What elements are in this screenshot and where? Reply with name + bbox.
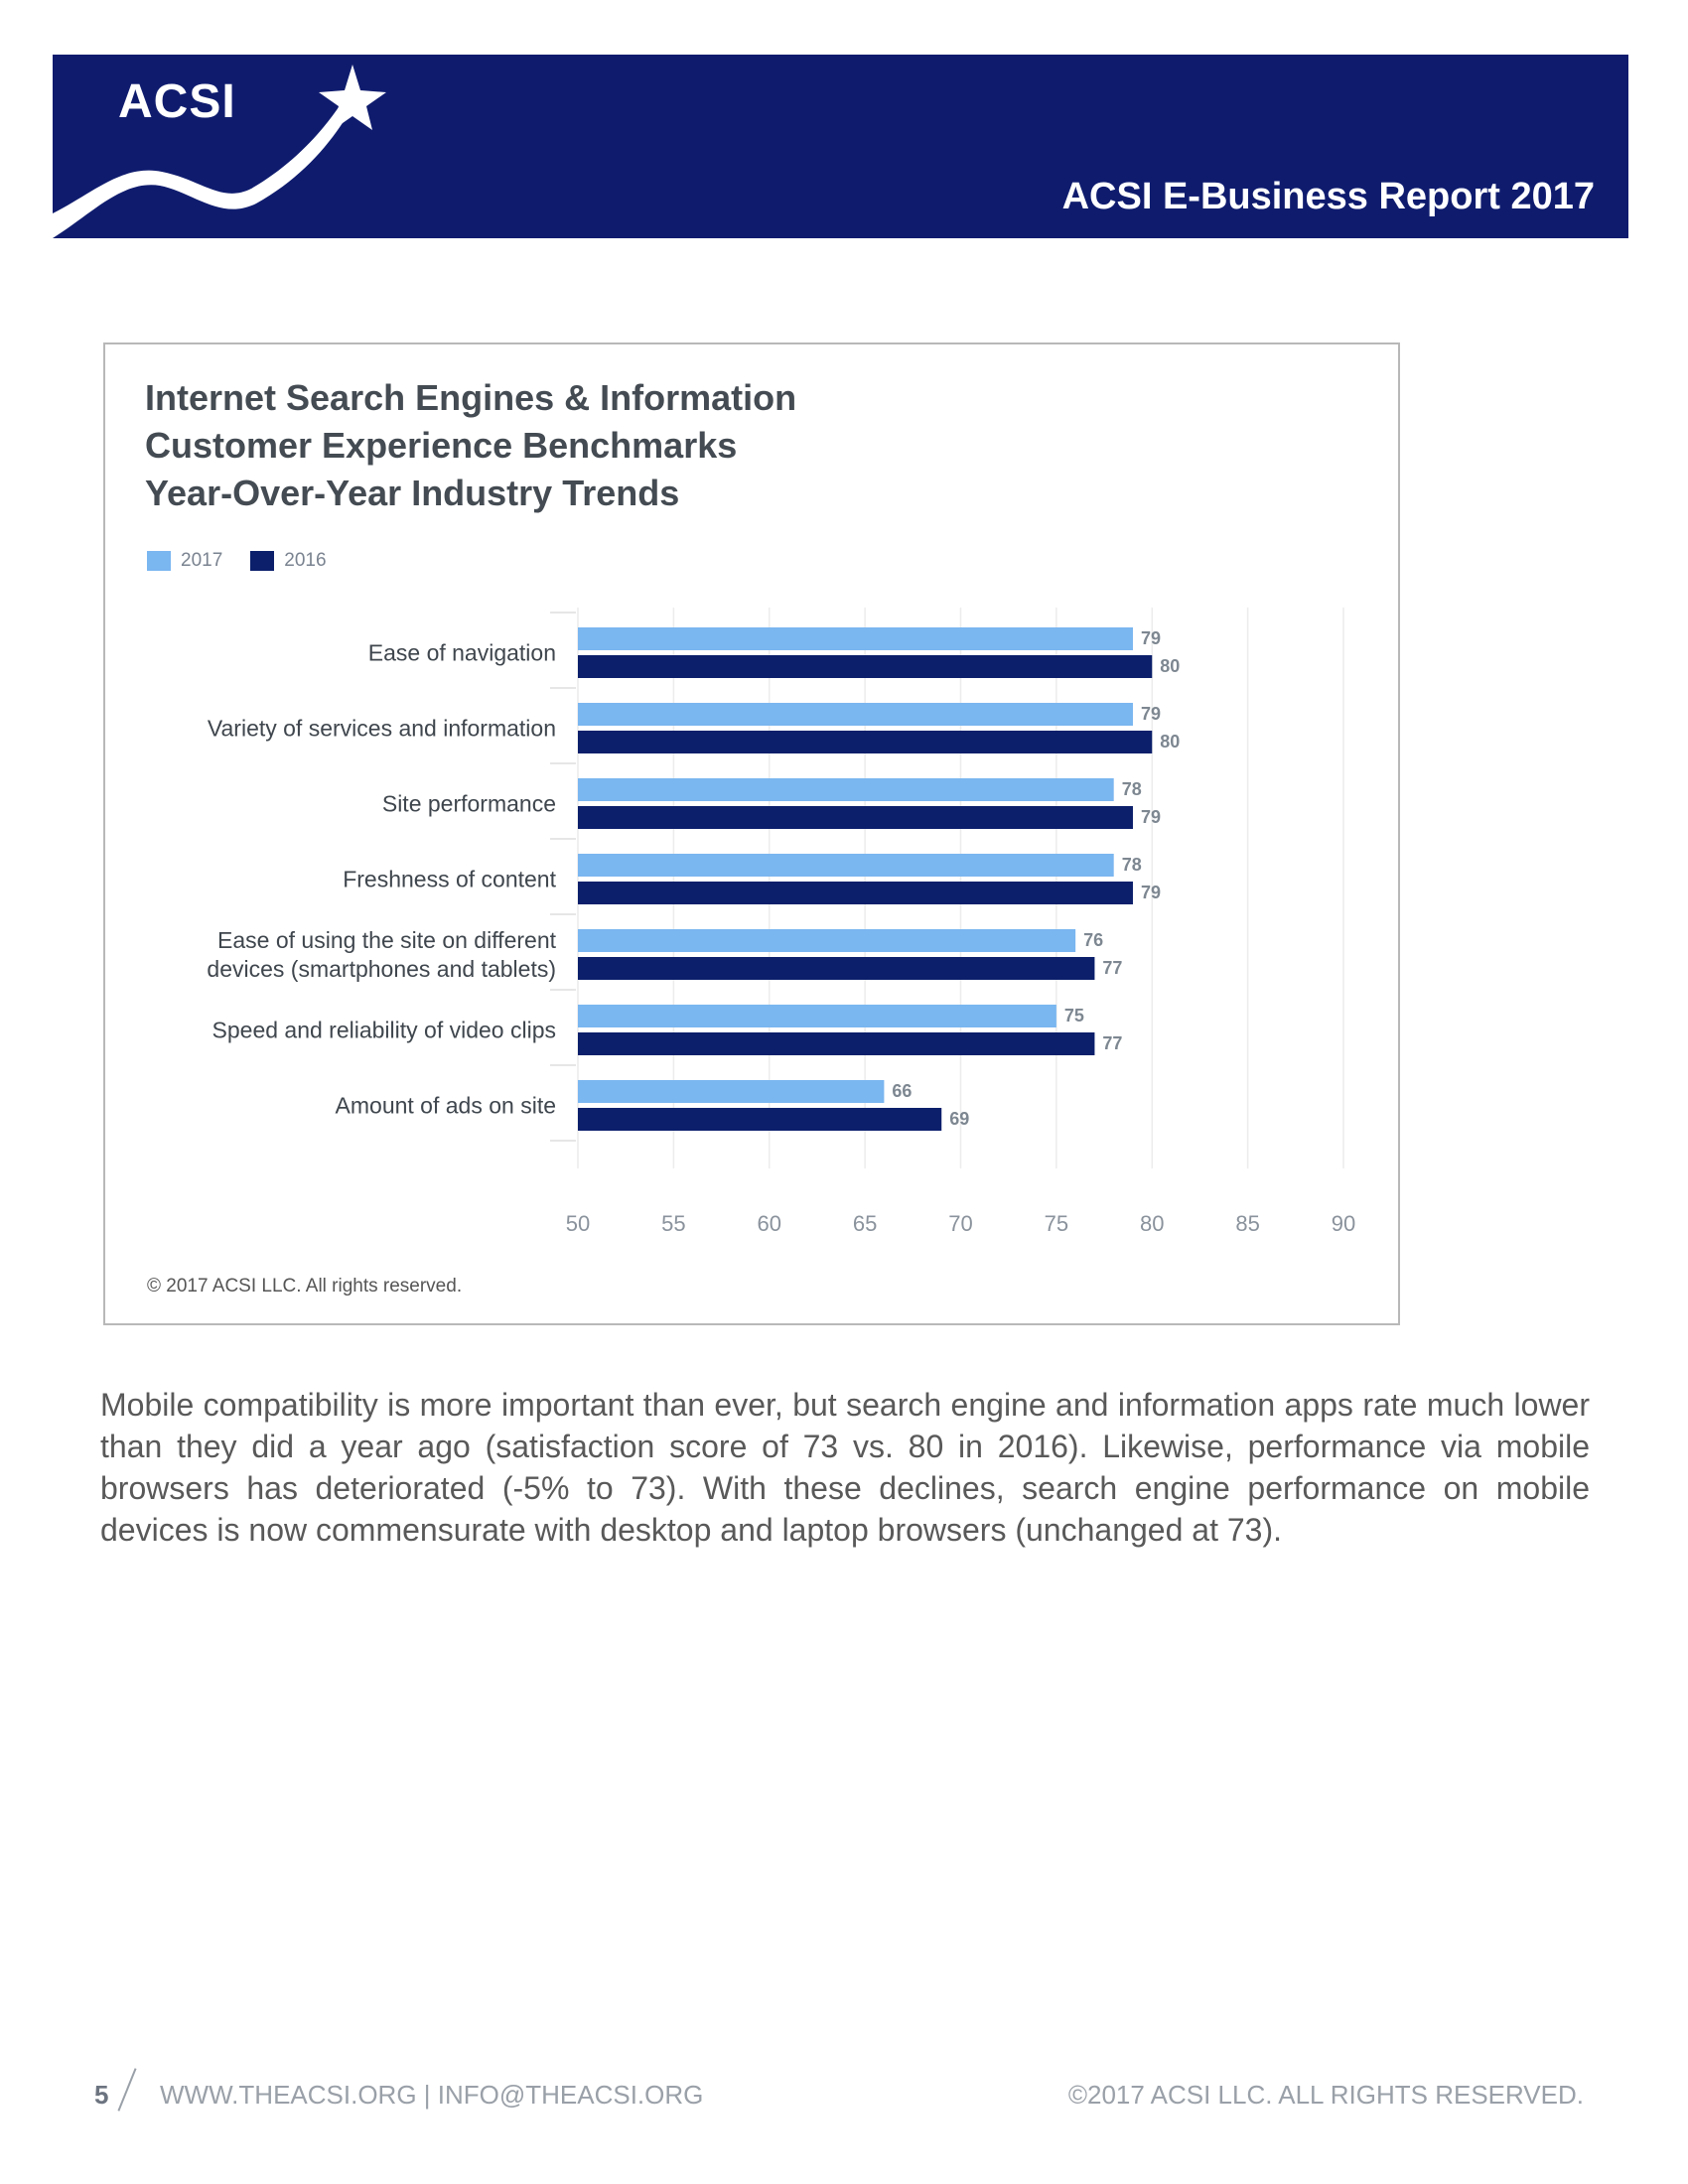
data-label: 80 (1160, 656, 1181, 676)
x-tick-label: 90 (1331, 1211, 1356, 1236)
x-tick-label: 60 (757, 1211, 781, 1236)
data-label: 79 (1140, 628, 1162, 648)
bar-2017 (578, 627, 1133, 650)
page-number: 5 (94, 2080, 109, 2110)
data-label: 78 (1121, 779, 1142, 799)
bar-chart-plot (105, 344, 1402, 1327)
bar-2017 (578, 929, 1075, 952)
bar-2016 (578, 1032, 1094, 1055)
data-label: 75 (1063, 1006, 1084, 1025)
data-label: 77 (1102, 958, 1123, 978)
bar-2016 (578, 957, 1094, 980)
chart-title-line: Year-Over-Year Industry Trends (145, 473, 680, 513)
data-label: 79 (1140, 883, 1162, 902)
bar-2017 (578, 703, 1133, 726)
category-label: Site performance (381, 790, 556, 817)
data-label: 69 (949, 1109, 970, 1129)
x-tick-label: 85 (1235, 1211, 1260, 1236)
body-paragraph: Mobile compatibility is more important than ever, but search engine and information apps rate much lower than they did a year ago (satisfaction score of 73 vs. 80 in 2016). Likewise, performance via mobile browsers has deteriorated (-5% to 73). With these declines, search engine performance on mobile devices is now commensurate with desktop and laptop browsers (unchanged at 73). (100, 1387, 1590, 1548)
x-tick-label: 55 (661, 1211, 686, 1236)
chart-title-line: Internet Search Engines & Information (145, 377, 797, 418)
report-title: ACSI E-Business Report 2017 (1061, 176, 1595, 217)
category-label: Ease of navigation (367, 639, 556, 666)
bar-2016 (578, 655, 1152, 678)
data-label: 78 (1121, 855, 1142, 875)
footer-copyright: ©2017 ACSI LLC. ALL RIGHTS RESERVED. (1067, 2080, 1584, 2110)
chart-copyright: © 2017 ACSI LLC. All rights reserved. (147, 1276, 463, 1297)
x-tick-label: 50 (565, 1211, 591, 1236)
x-tick-label: 65 (852, 1211, 878, 1236)
bar-2017 (578, 778, 1114, 801)
legend-label-2017: 2017 (181, 550, 223, 571)
x-tick-label: 75 (1044, 1211, 1069, 1236)
data-label: 76 (1083, 930, 1104, 950)
bar-2017 (578, 1005, 1056, 1027)
category-label: Variety of services and information (207, 715, 556, 742)
data-label: 66 (892, 1081, 913, 1101)
bar-2016 (578, 882, 1133, 904)
bar-2016 (578, 1108, 941, 1131)
chart-title-line: Customer Experience Benchmarks (145, 425, 738, 466)
category-label: Speed and reliability of video clips (211, 1017, 556, 1043)
category-label: Freshness of content (343, 866, 556, 892)
footer-divider (117, 2068, 136, 2111)
data-label: 79 (1140, 807, 1162, 827)
header-banner (53, 55, 1628, 238)
acsi-logo-text: ACSI (118, 75, 236, 128)
category-label: devices (smartphones and tablets) (207, 956, 556, 982)
data-label: 79 (1140, 704, 1162, 724)
chart-panel (103, 342, 1400, 1325)
legend-label-2016: 2016 (284, 550, 327, 571)
category-label: Amount of ads on site (335, 1092, 556, 1119)
data-label: 80 (1160, 732, 1181, 751)
footer-contact-links[interactable]: WWW.THEACSI.ORG | INFO@THEACSI.ORG (160, 2080, 704, 2110)
data-label: 77 (1102, 1033, 1123, 1053)
page-footer (94, 2065, 1584, 2115)
bar-2017 (578, 1080, 884, 1103)
category-label: Ease of using the site on different (217, 927, 556, 953)
bar-2016 (578, 806, 1133, 829)
bar-2017 (578, 854, 1114, 877)
x-tick-label: 80 (1140, 1211, 1165, 1236)
bar-2016 (578, 731, 1152, 753)
x-tick-label: 70 (948, 1211, 973, 1236)
